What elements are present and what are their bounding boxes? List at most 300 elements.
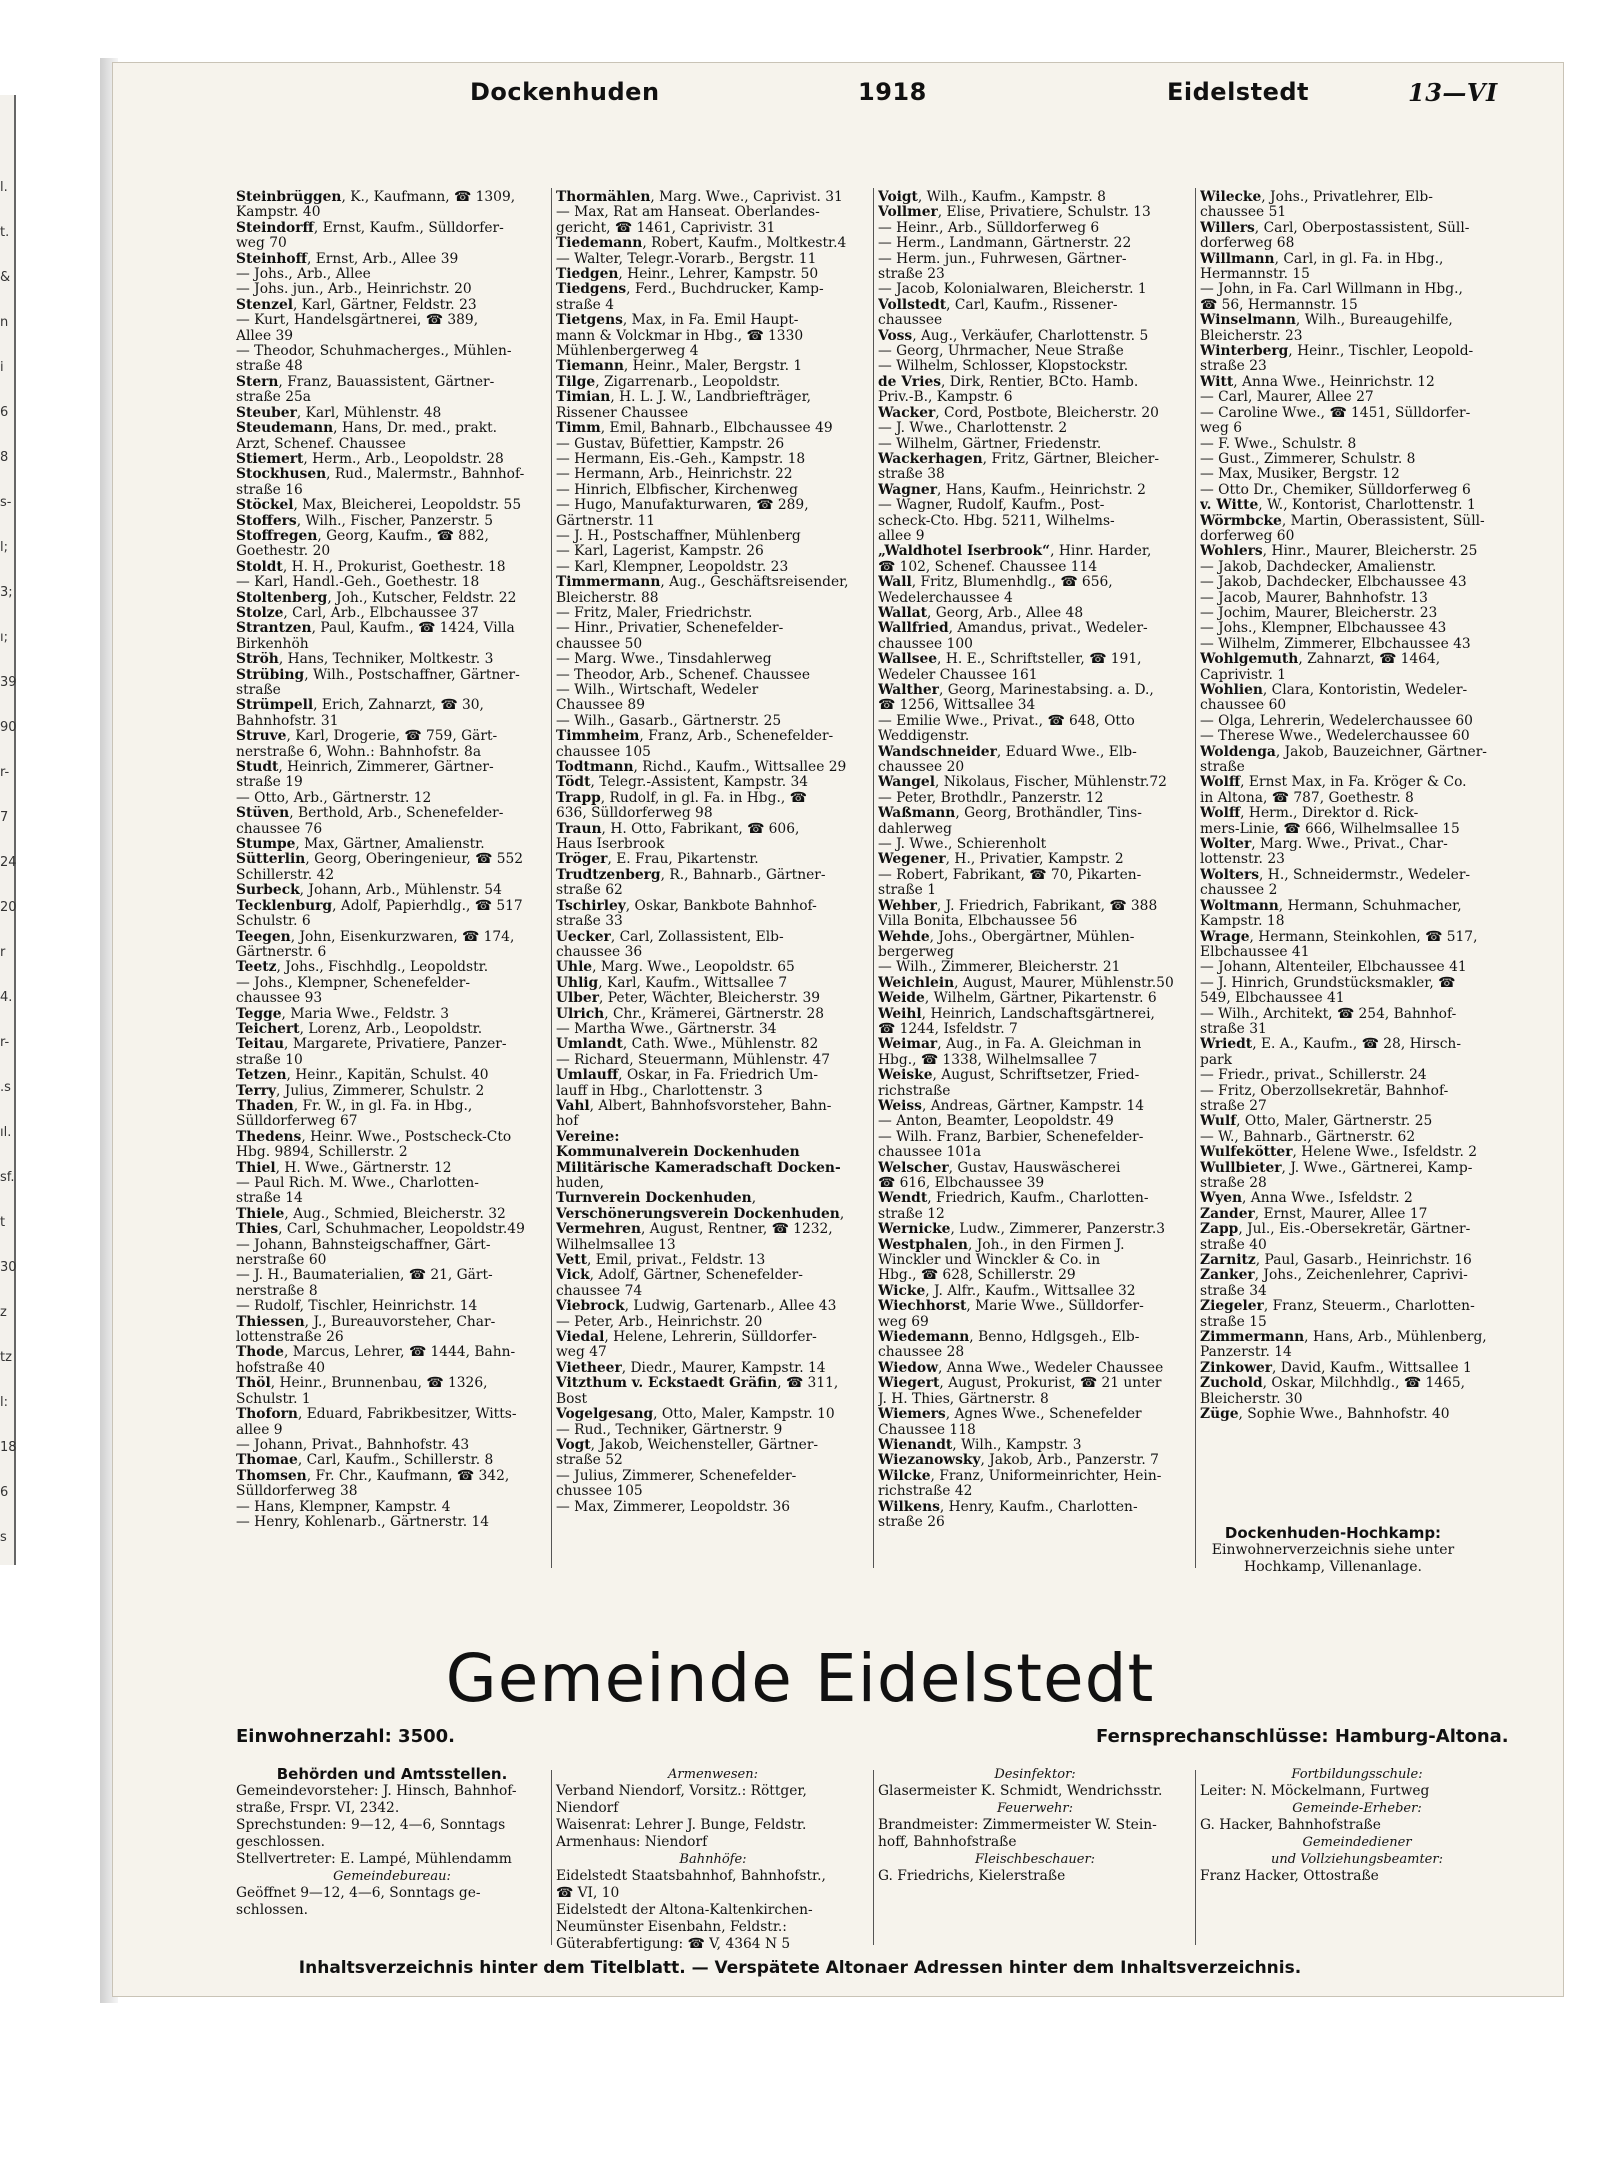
directory-entry: — Rudolf, Tischler, Heinrichstr. 14: [236, 1299, 478, 1315]
directory-entry: Zapp, Jul., Eis.-Obersekretär, Gärtner-: [1200, 1222, 1471, 1238]
directory-entry: Timmheim, Franz, Arb., Schenefelder-: [556, 729, 834, 745]
office-subheading: Armenwesen:: [668, 1767, 758, 1782]
directory-entry: Wehde, Johs., Obergärtner, Mühlen-: [878, 929, 1135, 945]
directory-entry: — Jakob, Dachdecker, Elbchaussee 43: [1200, 575, 1467, 591]
previous-page-mark: r-: [0, 765, 10, 780]
directory-entry: — J. H., Postschaffner, Mühlenberg: [556, 528, 801, 544]
directory-entry: Kampstr. 18: [1200, 914, 1285, 930]
directory-entry: Wörmbcke, Martin, Oberassistent, Süll-: [1200, 513, 1485, 529]
office-subheading: Gemeindebureau:: [333, 1869, 451, 1884]
office-entry: Verband Niendorf, Vorsitz.: Röttger,: [556, 1783, 807, 1799]
directory-entry: Wedelerchaussee 4: [878, 590, 1013, 606]
directory-column-1: [236, 190, 548, 1530]
directory-entry: Stoltenberg, Joh., Kutscher, Feldstr. 22: [236, 590, 517, 606]
directory-entry: straße 48: [236, 359, 303, 375]
directory-entry: straße 25a: [236, 390, 311, 406]
directory-entry: dorferweg 68: [1200, 236, 1295, 252]
previous-page-mark: l:: [0, 1395, 8, 1410]
directory-entry: Traun, H. Otto, Fabrikant, ☎ 606,: [556, 821, 800, 837]
directory-entry: Thode, Marcus, Lehrer, ☎ 1444, Bahn-: [236, 1345, 516, 1361]
directory-entry: chaussee 101a: [878, 1145, 982, 1161]
directory-entry: hofstraße 40: [236, 1360, 326, 1376]
directory-entry: chaussee 105: [556, 744, 651, 760]
directory-entry: chaussee 2: [1200, 883, 1278, 899]
directory-entry: J. H. Thies, Gärtnerstr. 8: [878, 1391, 1049, 1407]
directory-entry: Stüven, Berthold, Arb., Schenefelder-: [236, 806, 504, 822]
directory-entry: — Henry, Kohlenarb., Gärtnerstr. 14: [236, 1514, 490, 1530]
directory-entry: Willers, Carl, Oberpostassistent, Süll-: [1200, 220, 1470, 236]
directory-entry: straße 26: [878, 1514, 945, 1530]
directory-entry: straße 27: [1200, 1098, 1267, 1114]
previous-page-mark: r: [0, 945, 6, 960]
directory-entry: Sütterlin, Georg, Oberingenieur, ☎ 552: [236, 852, 524, 868]
directory-entry: Wilecke, Johs., Privatlehrer, Elb-: [1200, 190, 1433, 205]
directory-entry: „Waldhotel Iserbrook“, Hinr. Harder,: [878, 544, 1152, 560]
directory-entry: Strümpell, Erich, Zahnarzt, ☎ 30,: [236, 698, 484, 714]
directory-entry: Vermehren, August, Rentner, ☎ 1232,: [556, 1222, 833, 1238]
directory-entry: — Carl, Maurer, Allee 27: [1200, 390, 1374, 406]
directory-entry: Woldenga, Jakob, Bauzeichner, Gärtner-: [1200, 744, 1487, 760]
directory-entry: straße 16: [236, 482, 303, 498]
directory-entry: straße: [236, 683, 281, 698]
directory-entry: — John, in Fa. Carl Willmann in Hbg.,: [1200, 282, 1463, 298]
directory-entry: — Fritz, Oberzollsekretär, Bahnhof-: [1200, 1083, 1449, 1099]
office-subheading: Desinfektor:: [994, 1767, 1076, 1782]
office-entry: Armenhaus: Niendorf: [556, 1834, 708, 1850]
directory-entry: Westphalen, Joh., in den Firmen J.: [878, 1237, 1125, 1253]
directory-entry: Teetz, Johs., Fischhdlg., Leopoldstr.: [236, 960, 489, 976]
directory-entry: Bahnhofstr. 31: [236, 713, 339, 729]
previous-page-mark: l;: [0, 540, 8, 555]
previous-page-mark: 6: [0, 405, 9, 420]
office-entry: Eidelstedt Staatsbahnhof, Bahnhofstr.,: [556, 1868, 826, 1884]
directory-entry: — Therese Wwe., Wedelerchaussee 60: [1200, 729, 1470, 745]
hochkamp-line: Hochkamp, Villenanlage.: [1244, 1559, 1422, 1575]
directory-entry: Vahl, Albert, Bahnhofsvorsteher, Bahn-: [556, 1098, 832, 1114]
directory-entry: Wyen, Anna Wwe., Isfeldstr. 2: [1200, 1191, 1413, 1207]
directory-entry: nerstraße 8: [236, 1283, 318, 1299]
directory-entry: Vogt, Jakob, Weichensteller, Gärtner-: [556, 1437, 819, 1453]
directory-entry: — Otto, Arb., Gärtnerstr. 12: [236, 790, 432, 806]
office-entry: Gemeindevorsteher: J. Hinsch, Bahnhof-: [236, 1783, 517, 1799]
directory-entry: Schillerstr. 42: [236, 867, 335, 883]
directory-entry: allee 9: [878, 528, 925, 544]
directory-entry: straße 28: [1200, 1176, 1267, 1191]
directory-entry: — Wilh., Architekt, ☎ 254, Bahnhof-: [1200, 1006, 1457, 1022]
office-entry: Franz Hacker, Ottostraße: [1200, 1868, 1379, 1884]
directory-entry: Waßmann, Georg, Brothändler, Tins-: [878, 806, 1142, 822]
directory-entry: Kommunalverein Dockenhuden: [556, 1145, 800, 1161]
previous-page-mark: 4.: [0, 990, 13, 1005]
office-subheading: Bahnhöfe:: [679, 1852, 747, 1867]
directory-entry: chaussee 20: [878, 760, 965, 776]
directory-entry: Thomae, Carl, Kaufm., Schillerstr. 8: [236, 1453, 494, 1469]
hochkamp-title: Dockenhuden-Hochkamp:: [1224, 1524, 1442, 1542]
directory-entry: — Richard, Steuermann, Mühlenstr. 47: [556, 1052, 831, 1068]
previous-page-mark: &: [0, 270, 11, 285]
directory-entry: Vietheer, Diedr., Maurer, Kampstr. 14: [556, 1360, 826, 1376]
previous-page-mark: ı;: [0, 630, 8, 645]
directory-entry: Uecker, Carl, Zollassistent, Elb-: [556, 929, 784, 945]
hochkamp-line: Einwohnerverzeichnis siehe unter: [1211, 1542, 1455, 1558]
directory-entry: Vick, Adolf, Gärtner, Schenefelder-: [556, 1268, 803, 1284]
directory-entry: Wacker, Cord, Postbote, Bleicherstr. 20: [878, 405, 1159, 421]
directory-entry: Trapp, Rudolf, in gl. Fa. in Hbg., ☎: [556, 790, 807, 806]
directory-entry: Zarnitz, Paul, Gasarb., Heinrichstr. 16: [1200, 1253, 1472, 1269]
directory-entry: Uhlig, Karl, Kaufm., Wittsallee 7: [556, 975, 788, 991]
authorities-column: [236, 1766, 548, 1919]
directory-entry: — Karl, Klempner, Leopoldstr. 23: [556, 559, 789, 575]
directory-entry: Sülldorferweg 67: [236, 1114, 358, 1130]
directory-entry: — Fritz, Maler, Friedrichstr.: [556, 605, 753, 621]
office-entry: G. Friedrichs, Kielerstraße: [878, 1868, 1066, 1884]
office-subheading: Gemeindediener: [1302, 1835, 1412, 1850]
directory-entry: Tiemann, Heinr., Maler, Bergstr. 1: [556, 359, 803, 375]
directory-entry: Zimmermann, Hans, Arb., Mühlenberg,: [1200, 1330, 1487, 1346]
column-rule: [551, 188, 552, 1568]
directory-entry: — Wilhelm, Zimmerer, Elbchaussee 43: [1200, 636, 1471, 652]
previous-page-mark: i: [0, 360, 4, 375]
directory-entry: — J. Hinrich, Grundstücksmakler, ☎: [1200, 975, 1456, 991]
directory-entry: Tetzen, Heinr., Kapitän, Schulst. 40: [236, 1068, 489, 1084]
directory-entry: huden,: [556, 1176, 605, 1191]
directory-entry: — Johs., Klempner, Schenefelder-: [236, 975, 471, 991]
directory-entry: 636, Sülldorferweg 98: [556, 806, 713, 822]
office-entry: ☎ VI, 10: [556, 1885, 620, 1901]
directory-column-2: [556, 190, 870, 1515]
directory-entry: Wullbieter, J. Wwe., Gärtnerei, Kamp-: [1200, 1160, 1473, 1176]
directory-entry: — Julius, Zimmerer, Schenefelder-: [556, 1468, 797, 1484]
directory-entry: Wiegert, August, Prokurist, ☎ 21 unter: [878, 1376, 1162, 1392]
directory-entry: chaussee 36: [556, 944, 643, 960]
office-entry: schlossen.: [236, 1902, 309, 1918]
directory-entry: Teitau, Margarete, Privatiere, Panzer-: [236, 1037, 507, 1053]
directory-entry: Allee 39: [236, 328, 294, 344]
services-column: [1200, 1766, 1514, 1885]
directory-entry: straße 40: [1200, 1237, 1267, 1253]
directory-entry: Priv.-B., Kampstr. 6: [878, 390, 1013, 406]
directory-entry: Struve, Karl, Drogerie, ☎ 759, Gärt-: [236, 729, 498, 745]
directory-entry: Stöckel, Max, Bleicherei, Leopoldstr. 55: [236, 498, 522, 514]
directory-entry: straße 15: [1200, 1314, 1267, 1330]
directory-entry: Thaden, Fr. W., in gl. Fa. in Hbg.,: [236, 1098, 473, 1114]
directory-entry: Verschönerungsverein Dockenhuden,: [556, 1206, 845, 1222]
directory-entry: Weiss, Andreas, Gärtner, Kampstr. 14: [878, 1098, 1144, 1114]
directory-entry: ☎ 102, Schenef. Chaussee 114: [878, 559, 1098, 575]
directory-entry: Haus Iserbrook: [556, 837, 665, 853]
directory-column-4: [1200, 190, 1514, 1423]
directory-entry: Hbg., ☎ 1338, Wilhelmsallee 7: [878, 1052, 1098, 1068]
directory-entry: Hermannstr. 15: [1200, 267, 1310, 283]
directory-entry: Voss, Aug., Verkäufer, Charlottenstr. 5: [878, 328, 1149, 344]
directory-entry: dahlerweg: [878, 821, 952, 837]
directory-entry: — Wilh., Gasarb., Gärtnerstr. 25: [556, 713, 782, 729]
directory-entry: Timm, Emil, Bahnarb., Elbchaussee 49: [556, 421, 833, 437]
page-number: 13—VI: [1408, 78, 1498, 107]
directory-entry: — Hans, Klempner, Kampstr. 4: [236, 1499, 451, 1515]
directory-entry: straße 38: [878, 467, 945, 483]
directory-entry: Wriedt, E. A., Kaufm., ☎ 28, Hirsch-: [1200, 1037, 1461, 1053]
directory-entry: Welscher, Gustav, Hauswäscherei: [878, 1160, 1121, 1176]
office-entry: Eidelstedt der Altona-Kaltenkirchen-: [556, 1902, 813, 1918]
directory-entry: mers-Linie, ☎ 666, Wilhelmsallee 15: [1200, 821, 1460, 837]
directory-entry: — Marg. Wwe., Tinsdahlerweg: [556, 652, 772, 668]
directory-entry: Steudemann, Hans, Dr. med., prakt.: [236, 421, 498, 437]
directory-entry: Thomsen, Fr. Chr., Kaufmann, ☎ 342,: [236, 1468, 510, 1484]
directory-entry: Birkenhöh: [236, 636, 309, 652]
directory-entry: Villa Bonita, Elbchaussee 56: [878, 914, 1078, 930]
directory-entry: Stumpe, Max, Gärtner, Amalienstr.: [236, 837, 485, 853]
previous-page-mark: 7: [0, 810, 9, 825]
directory-entry: — Anton, Beamter, Leopoldstr. 49: [878, 1114, 1114, 1130]
directory-entry: Tilge, Zigarrenarb., Leopoldstr.: [556, 374, 781, 390]
directory-entry: straße 12: [878, 1206, 945, 1222]
directory-entry: Panzerstr. 14: [1200, 1345, 1292, 1361]
directory-entry: Wagner, Hans, Kaufm., Heinrichstr. 2: [878, 482, 1146, 498]
directory-entry: Winterberg, Heinr., Tischler, Leopold-: [1200, 344, 1474, 360]
directory-entry: lottenstr. 23: [1200, 852, 1285, 868]
directory-entry: Tschirley, Oskar, Bankbote Bahnhof-: [556, 898, 817, 914]
office-subheading: und Vollziehungsbeamter:: [1271, 1852, 1443, 1867]
directory-entry: Zinkower, David, Kaufm., Wittsallee 1: [1200, 1360, 1472, 1376]
directory-entry: Ulrich, Chr., Krämerei, Gärtnerstr. 28: [556, 1006, 825, 1022]
directory-entry: Zanker, Johs., Zeichenlehrer, Caprivi-: [1200, 1268, 1468, 1284]
directory-entry: — Jochim, Maurer, Bleicherstr. 23: [1200, 605, 1438, 621]
directory-entry: Wulfekötter, Helene Wwe., Isfeldstr. 2: [1200, 1145, 1478, 1161]
directory-entry: straße 34: [1200, 1283, 1267, 1299]
directory-entry: bergerweg: [878, 944, 954, 960]
directory-entry: Strantzen, Paul, Kaufm., ☎ 1424, Villa: [236, 621, 515, 637]
directory-entry: chaussee 74: [556, 1283, 643, 1299]
directory-entry: Stern, Franz, Bauassistent, Gärtner-: [236, 374, 495, 390]
directory-entry: Wicke, J. Alfr., Kaufm., Wittsallee 32: [878, 1283, 1136, 1299]
directory-entry: Trudtzenberg, R., Bahnarb., Gärtner-: [556, 867, 826, 883]
directory-entry: — Herm., Landmann, Gärtnerstr. 22: [878, 236, 1132, 252]
column-rule: [873, 1770, 874, 1945]
hochkamp-note: [1208, 1525, 1458, 1576]
directory-entry: — Hugo, Manufakturwaren, ☎ 289,: [556, 498, 809, 514]
directory-entry: Thoforn, Eduard, Fabrikbesitzer, Witts-: [236, 1407, 517, 1423]
directory-entry: Surbeck, Johann, Arb., Mühlenstr. 54: [236, 883, 502, 899]
previous-page-mark: 8: [0, 450, 9, 465]
directory-entry: — Johs., Klempner, Elbchaussee 43: [1200, 621, 1447, 637]
directory-entry: — Wilh., Zimmerer, Bleicherstr. 21: [878, 960, 1121, 976]
directory-entry: Vollmer, Elise, Privatiere, Schulstr. 13: [878, 205, 1151, 221]
directory-entry: Winselmann, Wilh., Bureaugehilfe,: [1200, 313, 1453, 329]
directory-entry: Tiedgens, Ferd., Buchdrucker, Kamp-: [556, 282, 824, 298]
header-year: 1918: [858, 78, 927, 106]
directory-column-3: [878, 190, 1192, 1530]
column-rule: [1195, 188, 1196, 1568]
directory-entry: Wallsee, H. E., Schriftsteller, ☎ 191,: [878, 652, 1142, 668]
directory-entry: straße 31: [1200, 1021, 1267, 1037]
directory-entry: gericht, ☎ 1461, Caprivistr. 31: [556, 220, 776, 236]
directory-entry: Voigt, Wilh., Kaufm., Kampstr. 8: [878, 190, 1106, 205]
directory-entry: chaussee 50: [556, 636, 643, 652]
directory-entry: Turnverein Dockenhuden,: [556, 1191, 757, 1207]
directory-entry: Bleicherstr. 23: [1200, 328, 1303, 344]
directory-entry: Weide, Wilhelm, Gärtner, Pikartenstr. 6: [878, 991, 1157, 1007]
office-entry: Sprechstunden: 9—12, 4—6, Sonntags: [236, 1817, 506, 1833]
directory-entry: straße: [1200, 760, 1245, 776]
directory-entry: dorferweg 60: [1200, 528, 1295, 544]
directory-entry: Mühlenbergerweg 4: [556, 344, 699, 360]
directory-entry: lottenstraße 26: [236, 1330, 344, 1346]
previous-page-mark: .s: [0, 1080, 11, 1095]
directory-entry: Tröger, E. Frau, Pikartenstr.: [556, 852, 759, 868]
directory-entry: Thöl, Heinr., Brunnenbau, ☎ 1326,: [236, 1376, 488, 1392]
previous-page-mark: 20: [0, 900, 17, 915]
directory-entry: — Paul Rich. M. Wwe., Charlotten-: [236, 1176, 479, 1191]
directory-entry: park: [1200, 1052, 1233, 1068]
directory-entry: Wolters, H., Schneidermstr., Wedeler-: [1200, 867, 1471, 883]
directory-entry: Wohlien, Clara, Kontoristin, Wedeler-: [1200, 683, 1468, 698]
directory-entry: straße 33: [556, 914, 623, 930]
directory-entry: — Johs. jun., Arb., Heinrichstr. 20: [236, 282, 472, 298]
previous-page-mark: l.: [0, 180, 8, 195]
directory-entry: Studt, Heinrich, Zimmerer, Gärtner-: [236, 760, 494, 776]
directory-entry: chaussee 28: [878, 1345, 965, 1361]
directory-entry: v. Witte, W., Kontorist, Charlottenstr. 1: [1200, 498, 1476, 514]
directory-entry: Caprivistr. 1: [1200, 667, 1287, 683]
directory-entry: — Wilhelm, Schlosser, Klopstockstr.: [878, 359, 1129, 375]
previous-page-mark: sf.: [0, 1170, 15, 1185]
office-entry: Leiter: N. Möckelmann, Furtweg: [1200, 1783, 1430, 1799]
previous-page-mark: s: [0, 1530, 7, 1545]
directory-entry: — Martha Wwe., Gärtnerstr. 34: [556, 1021, 777, 1037]
previous-page-mark: tz: [0, 1350, 12, 1365]
directory-entry: — Wilh., Wirtschaft, Wedeler: [556, 683, 759, 698]
directory-entry: chaussee 76: [236, 821, 323, 837]
directory-entry: Wiemers, Agnes Wwe., Schenefelder: [878, 1407, 1142, 1423]
directory-entry: Wilcke, Franz, Uniformeinrichter, Hein-: [878, 1468, 1162, 1484]
directory-entry: in Altona, ☎ 787, Goethestr. 8: [1200, 790, 1414, 806]
directory-entry: straße 62: [556, 883, 623, 899]
directory-entry: Rissener Chaussee: [556, 405, 689, 421]
directory-entry: straße 4: [556, 297, 614, 313]
directory-entry: chaussee: [878, 313, 943, 329]
directory-entry: — Emilie Wwe., Privat., ☎ 648, Otto: [878, 713, 1135, 729]
directory-entry: Thedens, Heinr. Wwe., Postscheck-Cto: [236, 1129, 512, 1145]
directory-entry: straße 19: [236, 775, 303, 791]
directory-entry: Wiedemann, Benno, Hdlgsgeh., Elb-: [878, 1330, 1140, 1346]
directory-entry: Terry, Julius, Zimmerer, Schulstr. 2: [236, 1083, 485, 1099]
office-entry: Stellvertreter: E. Lampé, Mühlendamm: [236, 1851, 512, 1867]
directory-entry: — Jakob, Dachdecker, Amalienstr.: [1200, 559, 1437, 575]
directory-entry: Ziegeler, Franz, Steuerm., Charlotten-: [1200, 1299, 1475, 1315]
directory-entry: Timmermann, Aug., Geschäftsreisender,: [556, 575, 849, 591]
directory-entry: Stolze, Carl, Arb., Elbchaussee 37: [236, 605, 479, 621]
directory-entry: Wilhelmsallee 13: [556, 1237, 676, 1253]
directory-entry: chaussee 100: [878, 636, 973, 652]
directory-entry: ☎ 616, Elbchaussee 39: [878, 1176, 1045, 1191]
directory-entry: Zuchold, Oskar, Milchhdlg., ☎ 1465,: [1200, 1376, 1465, 1392]
directory-entry: ☎ 1256, Wittsallee 34: [878, 698, 1036, 714]
directory-entry: — J. Wwe., Charlottenstr. 2: [878, 421, 1068, 437]
phone-exchange: Fernsprechanschlüsse: Hamburg-Altona.: [1096, 1726, 1509, 1747]
directory-entry: — Karl, Handl.-Geh., Goethestr. 18: [236, 575, 480, 591]
directory-entry: — Theodor, Arb., Schenef. Chaussee: [556, 667, 810, 683]
directory-entry: Stenzel, Karl, Gärtner, Feldstr. 23: [236, 297, 477, 313]
directory-entry: Stiemert, Herm., Arb., Leopoldstr. 28: [236, 451, 504, 467]
directory-entry: Steuber, Karl, Mühlenstr. 48: [236, 405, 442, 421]
directory-entry: — Max, Zimmerer, Leopoldstr. 36: [556, 1499, 791, 1515]
directory-entry: richstraße: [878, 1083, 951, 1099]
directory-entry: straße 23: [878, 267, 945, 283]
services-column: [556, 1766, 870, 1953]
directory-entry: — Hermann, Arb., Heinrichstr. 22: [556, 467, 793, 483]
population-count: Einwohnerzahl: 3500.: [236, 1726, 455, 1747]
directory-entry: — W., Bahnarb., Gärtnerstr. 62: [1200, 1129, 1416, 1145]
directory-entry: Walther, Georg, Marinestabsing. a. D.,: [878, 683, 1154, 698]
section-title: Gemeinde Eidelstedt: [445, 1640, 1155, 1717]
directory-entry: — Gust., Zimmerer, Schulstr. 8: [1200, 451, 1416, 467]
directory-entry: Vogelgesang, Otto, Maler, Kampstr. 10: [556, 1407, 835, 1423]
directory-entry: Steindorff, Ernst, Kaufm., Sülldorfer-: [236, 220, 504, 236]
directory-entry: Züge, Sophie Wwe., Bahnhofstr. 40: [1200, 1407, 1450, 1423]
directory-entry: — Johann, Privat., Bahnhofstr. 43: [236, 1437, 470, 1453]
directory-entry: — Walter, Telegr.-Vorarb., Bergstr. 11: [556, 251, 817, 267]
directory-entry: Weichlein, August, Maurer, Mühlenstr.50: [878, 975, 1174, 991]
directory-entry: — Peter, Arb., Heinrichstr. 20: [556, 1314, 763, 1330]
directory-entry: Wiedow, Anna Wwe., Wedeler Chaussee: [878, 1360, 1164, 1376]
directory-entry: Steinbrüggen, K., Kaufmann, ☎ 1309,: [236, 190, 516, 205]
office-entry: Neumünster Eisenbahn, Feldstr.:: [556, 1919, 787, 1935]
directory-entry: Tiedemann, Robert, Kaufm., Moltkestr.4: [556, 236, 847, 252]
directory-entry: Thiessen, J., Bureauvorsteher, Char-: [236, 1314, 496, 1330]
office-entry: Waisenrat: Lehrer J. Bunge, Feldstr.: [556, 1817, 807, 1833]
directory-entry: weg 70: [236, 236, 287, 252]
previous-page-mark: 18: [0, 1440, 17, 1455]
office-entry: Güterabfertigung: ☎ V, 4364 N 5: [556, 1936, 791, 1952]
directory-entry: Vett, Emil, privat., Feldstr. 13: [556, 1253, 766, 1269]
directory-entry: Zander, Ernst, Maurer, Allee 17: [1200, 1206, 1428, 1222]
directory-entry: chaussee 60: [1200, 698, 1287, 714]
directory-entry: — Max, Rat am Hanseat. Oberlandes-: [556, 205, 820, 221]
directory-entry: Viebrock, Ludwig, Gartenarb., Allee 43: [556, 1299, 837, 1315]
directory-entry: Wiechhorst, Marie Wwe., Sülldorfer-: [878, 1299, 1144, 1315]
directory-entry: Weddigenstr.: [878, 729, 970, 745]
directory-entry: Teegen, John, Eisenkurzwaren, ☎ 174,: [236, 929, 515, 945]
directory-entry: Gärtnerstr. 6: [236, 944, 327, 960]
directory-entry: Timian, H. L. J. W., Landbriefträger,: [556, 390, 812, 406]
directory-entry: Todtmann, Richd., Kaufm., Wittsallee 29: [556, 760, 847, 776]
directory-entry: — J. Wwe., Schierenholt: [878, 837, 1047, 853]
directory-entry: straße 10: [236, 1052, 303, 1068]
directory-entry: Wendt, Friedrich, Kaufm., Charlotten-: [878, 1191, 1149, 1207]
directory-entry: straße 52: [556, 1453, 623, 1469]
office-entry: Glasermeister K. Schmidt, Wendrichsstr.: [878, 1783, 1163, 1799]
header-right: Eidelstedt: [1167, 78, 1309, 106]
previous-page-mark: r-: [0, 1035, 10, 1050]
directory-entry: — Otto Dr., Chemiker, Sülldorferweg 6: [1200, 482, 1471, 498]
directory-entry: — Kurt, Handelsgärtnerei, ☎ 389,: [236, 313, 479, 329]
directory-entry: ☎ 1244, Isfeldstr. 7: [878, 1021, 1018, 1037]
previous-page-mark: 24: [0, 855, 17, 870]
directory-entry: de Vries, Dirk, Rentier, BCto. Hamb.: [878, 374, 1139, 390]
directory-entry: Bleicherstr. 30: [1200, 1391, 1303, 1407]
column-rule: [1195, 1770, 1196, 1945]
directory-entry: allee 9: [236, 1422, 283, 1438]
directory-entry: Stoffers, Wilh., Fischer, Panzerstr. 5: [236, 513, 494, 529]
directory-entry: hof: [556, 1114, 579, 1130]
directory-entry: Viedal, Helene, Lehrerin, Sülldorfer-: [556, 1330, 817, 1346]
directory-entry: Umlandt, Cath. Wwe., Mühlenstr. 82: [556, 1037, 819, 1053]
directory-entry: straße 23: [1200, 359, 1267, 375]
directory-entry: — Heinr., Arb., Sülldorferweg 6: [878, 220, 1100, 236]
directory-entry: Tietgens, Max, in Fa. Emil Haupt-: [556, 313, 799, 329]
directory-entry: Thormählen, Marg. Wwe., Caprivist. 31: [556, 190, 843, 205]
